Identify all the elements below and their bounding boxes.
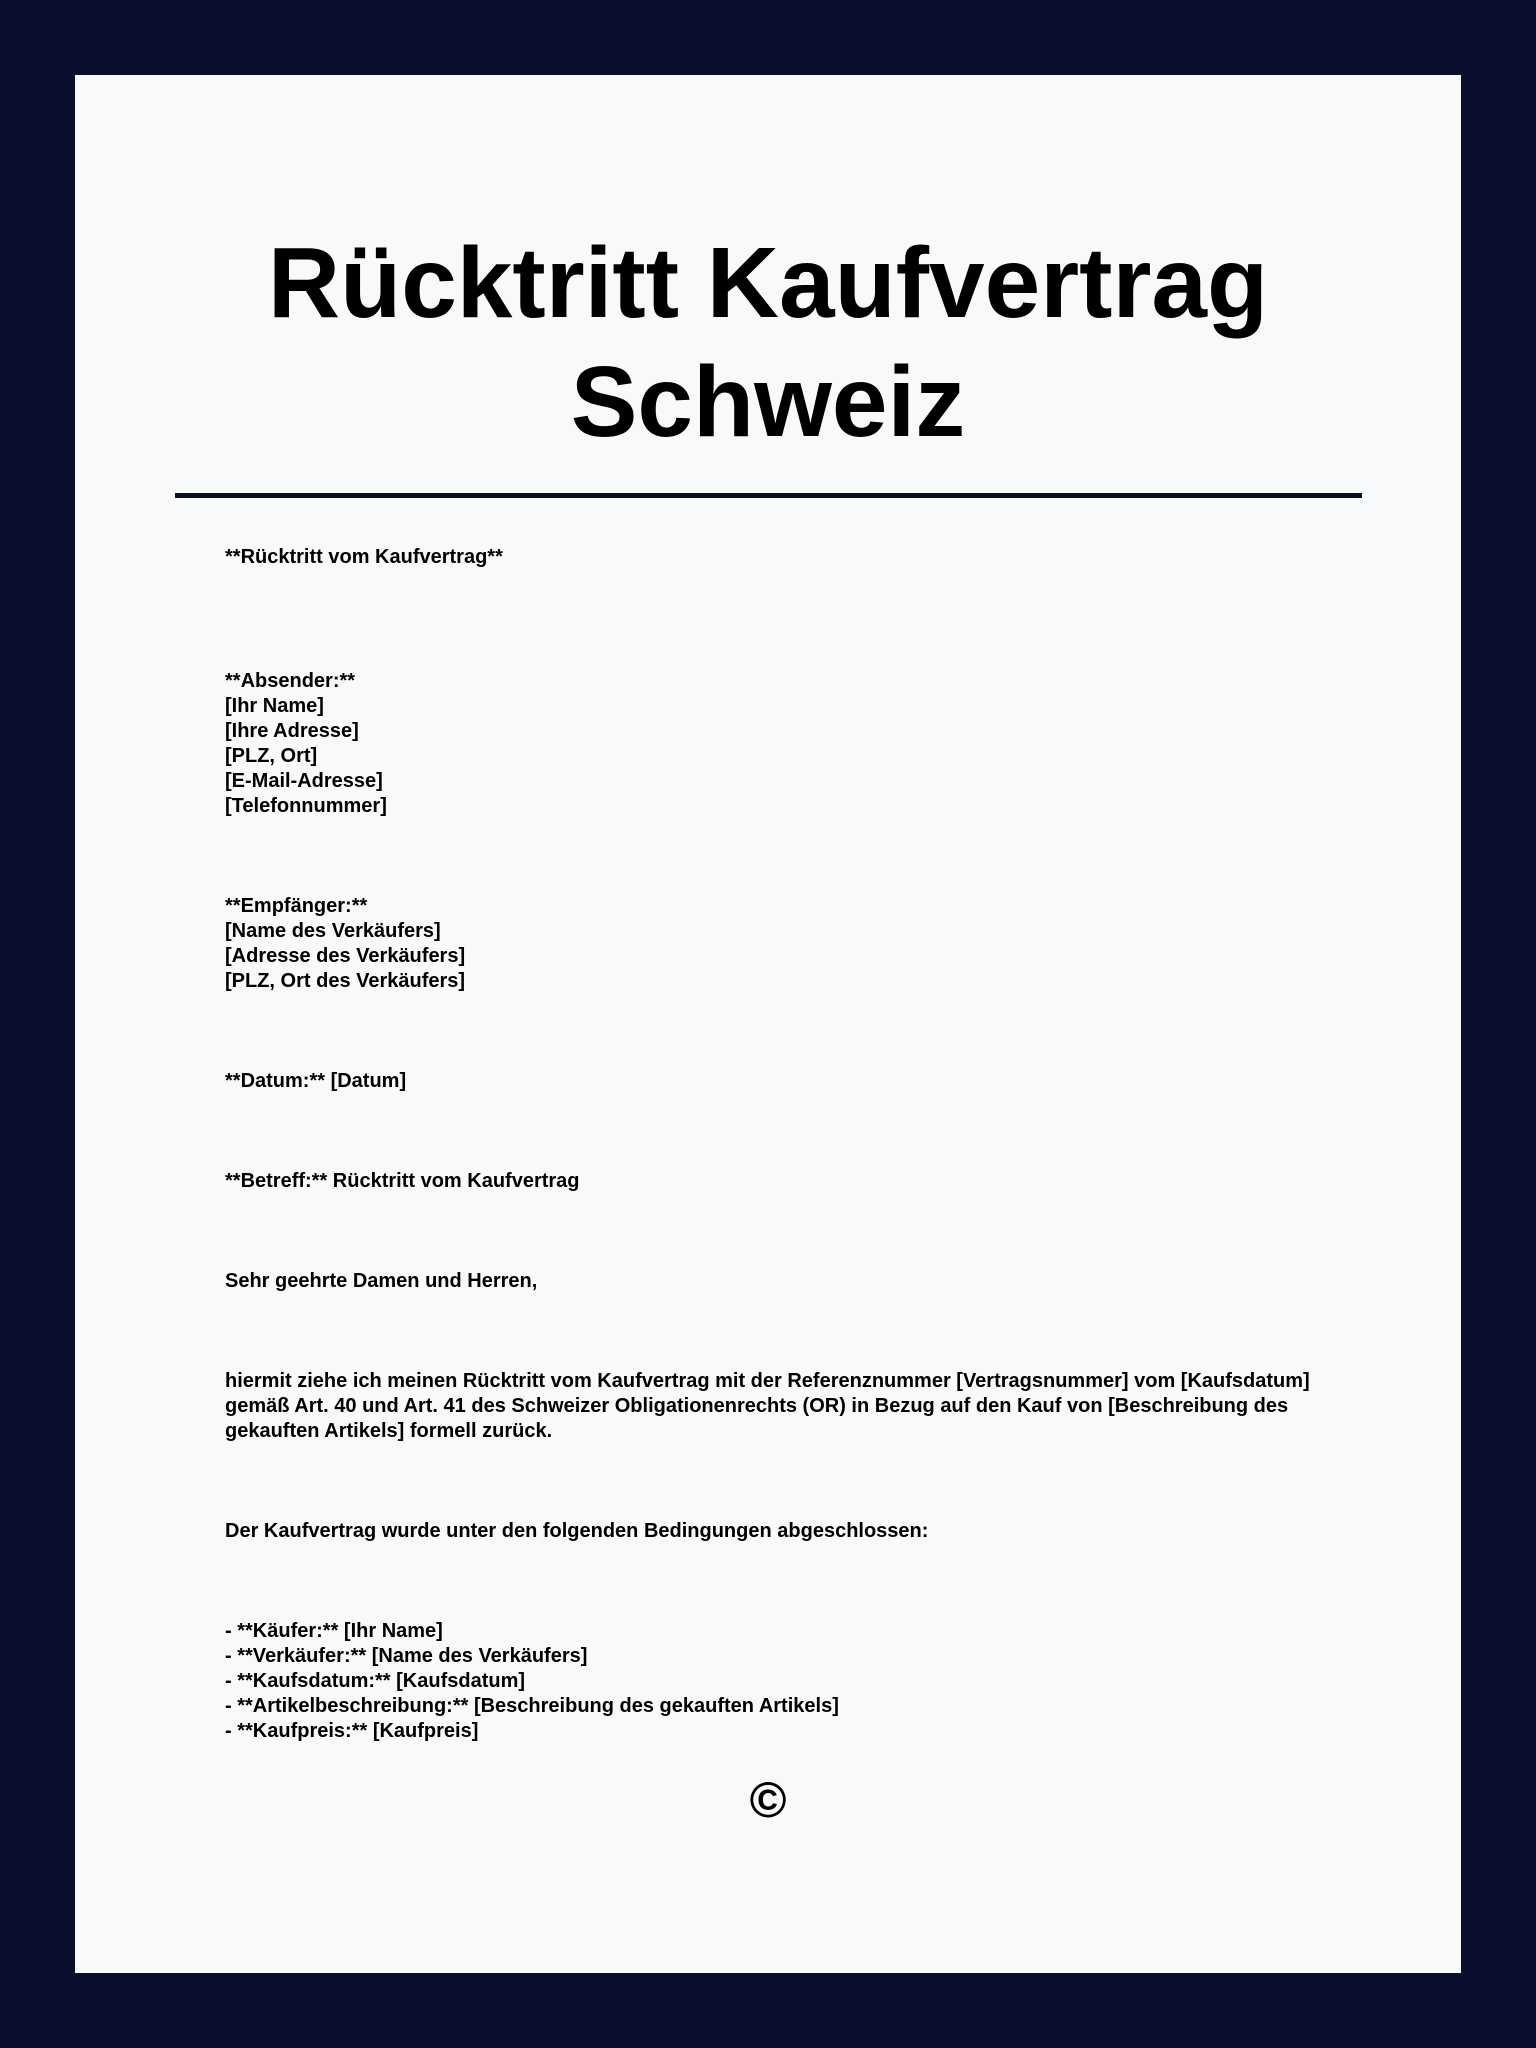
document-page (75, 75, 1461, 1973)
sender-name: [Ihr Name] (225, 695, 324, 717)
list-item-item-description: - **Artikelbeschreibung:** [Beschreibung des gekauften Artikels] (225, 1695, 839, 1717)
date-line: **Datum:** [Datum] (225, 1070, 407, 1092)
list-item-purchase-date: - **Kaufsdatum:** [Kaufsdatum] (225, 1670, 526, 1692)
sender-zip-city: [PLZ, Ort] (225, 745, 318, 767)
sender-address: [Ihre Adresse] (225, 720, 359, 742)
salutation: Sehr geehrte Damen und Herren, (225, 1270, 538, 1292)
list-item-seller: - **Verkäufer:** [Name des Verkäufers] (225, 1645, 588, 1667)
recipient-zip-city: [PLZ, Ort des Verkäufers] (225, 970, 466, 992)
body-line-2: gemäß Art. 40 und Art. 41 des Schweizer Obligationenrechts (OR) in Bezug auf den Kauf von [Beschreibung des (225, 1395, 1289, 1417)
body-line-3: gekauften Artikels] formell zurück. (225, 1420, 553, 1442)
subject-line: **Betreff:** Rücktritt vom Kaufvertrag (225, 1170, 580, 1192)
conditions-intro: Der Kaufvertrag wurde unter den folgenden Bedingungen abgeschlossen: (225, 1520, 929, 1542)
sender-email: [E-Mail-Adresse] (225, 770, 383, 792)
page-title (175, 224, 1361, 462)
letter-heading: **Rücktritt vom Kaufvertrag** (225, 546, 503, 568)
sender-block (225, 669, 1335, 819)
title-divider (175, 493, 1362, 498)
body-line-1: hiermit ziehe ich meinen Rücktritt vom Kaufvertrag mit der Referenznummer [Vertragsnummer] vom [Kaufsdatum] (225, 1370, 1310, 1392)
recipient-address: [Adresse des Verkäufers] (225, 945, 466, 967)
list-item-price: - **Kaufpreis:** [Kaufpreis] (225, 1720, 479, 1742)
title-line-1: Rücktritt Kaufvertrag (267, 227, 1269, 339)
recipient-label: **Empfänger:** (225, 895, 368, 917)
recipient-block (225, 894, 1335, 994)
title-line-2: Schweiz (570, 346, 966, 458)
sender-label: **Absender:** (225, 670, 356, 692)
copyright-icon: © (749, 1772, 787, 1828)
conditions-list (225, 1619, 1335, 1744)
list-item-buyer: - **Käufer:** [Ihr Name] (225, 1620, 443, 1642)
body-paragraph (225, 1369, 1335, 1444)
recipient-name: [Name des Verkäufers] (225, 920, 441, 942)
sender-phone: [Telefonnummer] (225, 795, 387, 817)
